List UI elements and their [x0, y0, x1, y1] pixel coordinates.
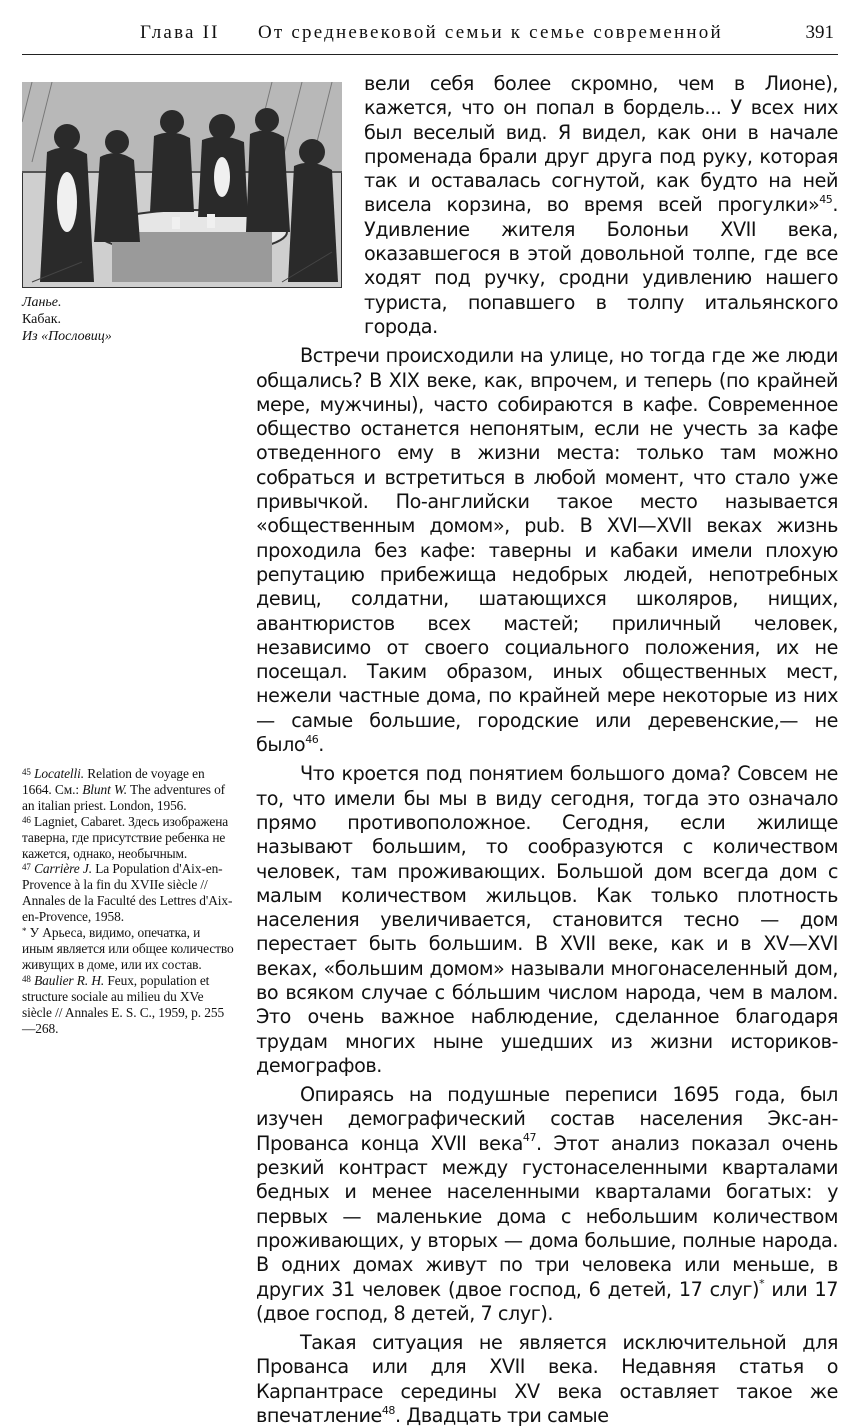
- footnote-number: 48: [22, 973, 31, 984]
- footnote-number: 47: [22, 862, 31, 873]
- footnote-text: У Арьеса, видимо, опечатка, и иным является или общее количество живущих в доме, или их состав.: [22, 925, 234, 972]
- footnote-48: [22, 973, 234, 1037]
- paragraph-text: . Удивление жителя Болоньи XVII века, оказавшегося в этой довольной толпе, где все ходят под ручку, сродни удивлению нашего туриста, попавшего в толпу итальянского города.: [364, 193, 838, 338]
- footnote-45: [22, 766, 234, 814]
- paragraph-4: [256, 1083, 838, 1326]
- caption-source: Из «Пословиц»: [22, 329, 112, 344]
- footnote-46: [22, 814, 234, 862]
- footnote-author: Baulier R. H.: [34, 972, 105, 988]
- footnote-ref: 45: [819, 193, 833, 207]
- paragraph-text: . Этот анализ показал очень резкий контраст между густонаселенными кварталами бедных и менее населенными кварталами богатых: у первых — маленькие дома с небольшим количеством проживающих, у вторых — дома большие, полные народа. В одних домах живут по три человека или меньше, в других 31 человек (двое господ, 6 детей, 17 слуг): [256, 1131, 838, 1301]
- footnote-author: Locatelli.: [34, 766, 85, 781]
- chapter-label: Глава II: [140, 22, 220, 43]
- paragraph-text: Опираясь на подушные переписи 1695 года, был изучен демографический состав населения Экс-ан-Прованса конца XVII века: [256, 1083, 838, 1155]
- paragraph-text: вели себя более скромно, чем в Лионе), кажется, что он попал в бордель... У всех них был веселый вид. Я видел, как они в начале променада брали друг друга под руку, которая так и оставалась согнутой, как будто на ней висела корзина, во время всей прогулки»: [364, 72, 838, 217]
- paragraph-2: [256, 344, 838, 757]
- footnote-number: 46: [22, 814, 31, 825]
- page-number: 391: [805, 22, 834, 43]
- paragraph-text: Встречи происходили на улице, но тогда где же люди общались? В XIX веке, как, впрочем, и теперь (по крайней мере, мужчины), часто собираются в кафе. Современное общество останется непонятым, если не учесть за кафе отведенного ему в жизни места: только там можно собраться и встретиться в любой момент, что стало уже привычкой. По-английски такое место называется «общественным домом», pub. В XVI—XVII веках жизнь проходила без кафе: таверны и кабаки имели плохую репутацию прибежища недобрых людей, непотребных девиц, солдатни, шатающихся школяров, нищих, авантюристов всех мастей; приличный человек, независимо от своего социального положения, их не посещал. Таким образом, иных общественных мест, нежели частные дома, по крайней мере некоторые из них — самые большие, городские или деревенские,— не было: [256, 344, 838, 757]
- footnote-author: Carrière J.: [34, 861, 92, 877]
- caption-title: Кабак.: [22, 312, 62, 327]
- main-text-column: [256, 72, 838, 1428]
- footnote-text: The adventures of an italian priest. London, 1956.: [22, 781, 226, 813]
- footnote-author: Blunt W.: [82, 781, 128, 797]
- footnote-ref-star: *: [759, 1277, 765, 1291]
- paragraph-text: .: [318, 733, 324, 757]
- footnote-ref: 47: [522, 1131, 537, 1145]
- image-caption: [22, 294, 222, 345]
- paragraph-5: [256, 1331, 838, 1428]
- paragraph-1: [364, 72, 838, 339]
- header-rule: [22, 54, 838, 55]
- footnote-number: *: [22, 926, 27, 937]
- footnote-text: Feux, population et structure sociale au milieu du XVe siècle // Annales E. S. C., 1959, p. 255—268.: [22, 972, 225, 1036]
- footnote-ref: 46: [305, 732, 319, 746]
- footnote-ref: 48: [381, 1403, 395, 1417]
- paragraph-text: Такая ситуация не является исключительной для Прованса или для XVII века. Недавняя статья о Карпантрасе середины XV века оставляет такое же впечатление: [256, 1331, 838, 1428]
- footnote-text: Lagniet, Cabaret. Здесь изображена таверна, где присутствие ребенка не кажется, однако, необычным.: [22, 813, 229, 861]
- paragraph-text: Что кроется под понятием большого дома? Совсем не то, что имели бы мы в виду сегодня, тогда это означало прямо противоположное. Сегодня, если жилище называют большим, то сообразуются с количеством человек, там проживающих. Большой дом всегда дом с малым количеством жильцов. Как только плотность населения увеличивается, становится тесно — дом перестает быть большим. В XVII веке, как и в XV—XVI веках, «большим домом» называли многонаселенный дом, во всяком случае с бо́льшим числом народа, чем в малом. Это очень важное наблюдение, сделанное благодаря трудам многих ныне ушедших из жизни историков-демографов.: [256, 762, 838, 1077]
- footnotes: [22, 766, 234, 1036]
- running-header: [22, 14, 838, 50]
- paragraph-text: . Двадцать три самые: [394, 1404, 609, 1428]
- footnote-star: [22, 925, 234, 973]
- footnote-text: La Population d'Aix-en-Provence à la fin du XVIIe siècle // Annales de la Faculté des Lettres d'Aix-en-Provence, 1958.: [22, 861, 233, 925]
- footnote-text: Relation de voyage en 1664. См.:: [22, 766, 205, 797]
- caption-author: Ланье.: [22, 295, 62, 310]
- footnote-47: [22, 861, 234, 925]
- footnote-number: 45: [22, 767, 31, 777]
- chapter-title: От средневековой семьи к семье современной: [258, 22, 723, 43]
- paragraph-text: или 17 (двое господ, 8 детей, 7 слуг).: [256, 1277, 838, 1325]
- paragraph-3: [256, 762, 838, 1078]
